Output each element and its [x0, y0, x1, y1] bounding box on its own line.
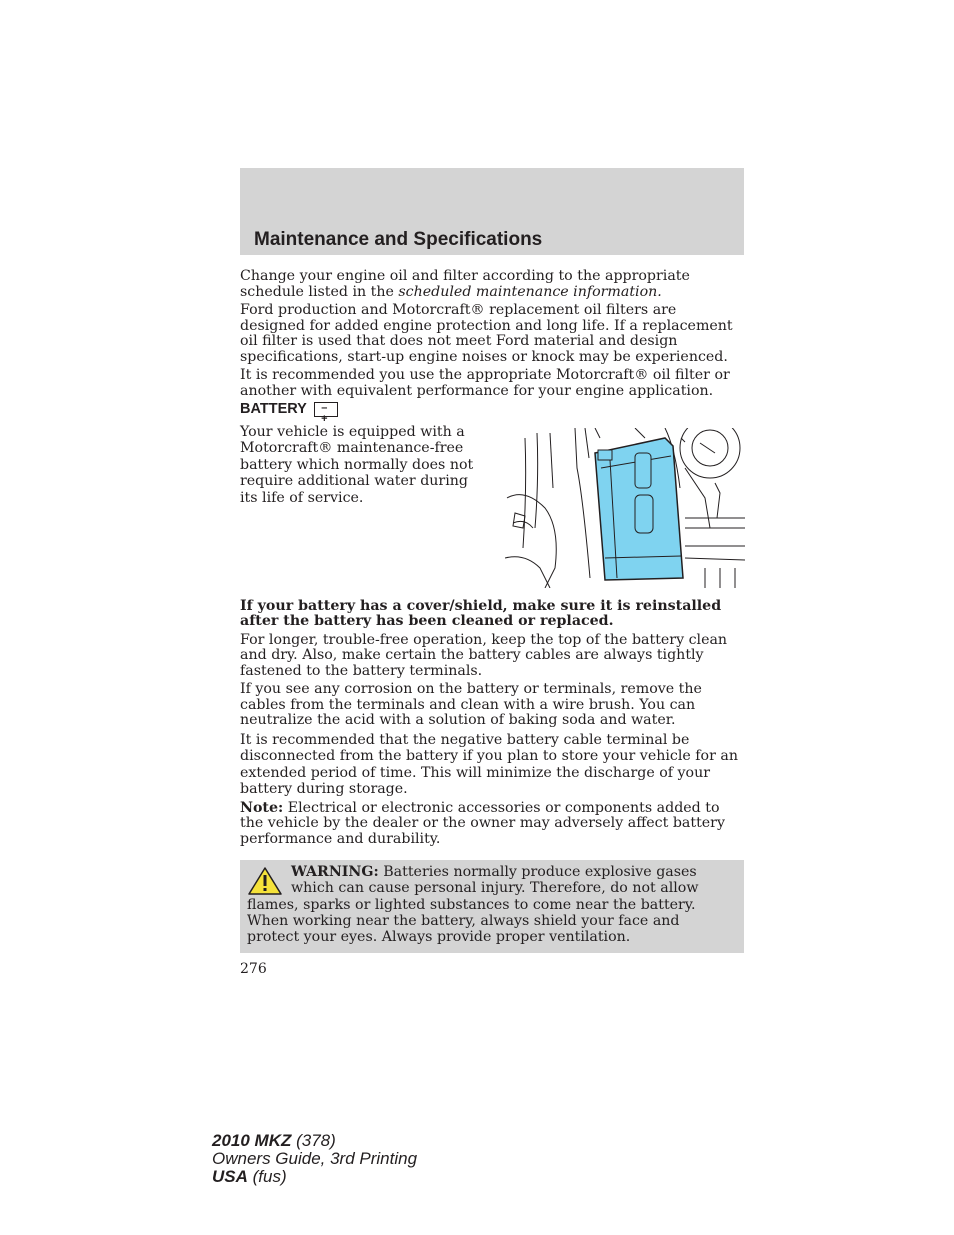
battery-heading [240, 401, 744, 426]
battery-highlight [595, 438, 683, 580]
footer-model: 2010 MKZ [212, 1131, 292, 1150]
intro-p1-text: Change your engine oil and filter according to the appropriate schedule listed in the [240, 268, 690, 300]
battery-icon-symbol: – + [321, 402, 331, 426]
footer-line-2: Owners Guide, 3rd Printing [212, 1149, 418, 1168]
battery-description: Your vehicle is equipped with a Motorcraft® maintenance-free battery which normally does not require additional water during its life of service. [240, 423, 474, 506]
battery-heading-text: BATTERY [240, 401, 307, 417]
battery-note-paragraph [240, 801, 744, 848]
battery-section [240, 424, 744, 599]
warning-triangle-icon [247, 866, 283, 896]
scheduled-maintenance-reference: scheduled maintenance information. [398, 283, 662, 300]
intro-paragraph-2: Ford production and Motorcraft® replacement oil filters are designed for added engine protection and long life. If a replacement oil filter is used that does not meet Ford material and design specifications, start-up engine noises or knock may be experienced. [240, 302, 733, 365]
battery-clean-paragraph: For longer, trouble-free operation, keep the top of the battery clean and dry. Also, make certain the battery cables are always tightly fastened to the battery terminals. [240, 631, 728, 679]
footer-line-3 [212, 1168, 417, 1186]
page-number: 276 [240, 961, 267, 977]
battery-storage-paragraph: It is recommended that the negative battery cable terminal be disconnected from the battery if you plan to store your vehicle for an extended period of time. This will minimize the discharge of your battery during storage. [240, 731, 738, 797]
battery-cover-note: If your battery has a cover/shield, make sure it is reinstalled after the battery has been cleaned or replaced. [240, 597, 722, 629]
section-title: Maintenance and Specifications [254, 229, 543, 250]
note-text: Electrical or electronic accessories or components added to the vehicle by the dealer or the owner may adversely affect battery performance and durability. [240, 799, 725, 847]
intro-paragraph-1 [240, 269, 744, 300]
footer-market-code: (fus) [247, 1167, 287, 1186]
battery-corrosion-paragraph: If you see any corrosion on the battery or terminals, remove the cables from the terminals and clean with a wire brush. You can neutralize the acid with a solution of baking soda and water. [240, 681, 702, 728]
note-label: Note: [240, 799, 284, 816]
document-footer [212, 1132, 417, 1186]
battery-icon [314, 402, 338, 426]
section-header-band [240, 168, 744, 255]
battery-location-illustration [505, 428, 745, 588]
intro-paragraph-3: It is recommended you use the appropriate Motorcraft® oil filter or another with equivalent performance for your engine application. [240, 367, 730, 399]
page-content [240, 269, 744, 953]
footer-line-1 [212, 1132, 417, 1150]
footer-market: USA [212, 1167, 248, 1186]
warning-text: Batteries normally produce explosive gases which can cause personal injury. Therefore, do not allow flames, sparks or lighted substances to come near the battery. When working near the battery, always shield your face and protect your eyes. Always provide proper ventilation. [247, 864, 699, 946]
warning-box [240, 860, 744, 953]
warning-label: WARNING: [291, 864, 379, 880]
footer-model-code: (378) [291, 1131, 336, 1150]
